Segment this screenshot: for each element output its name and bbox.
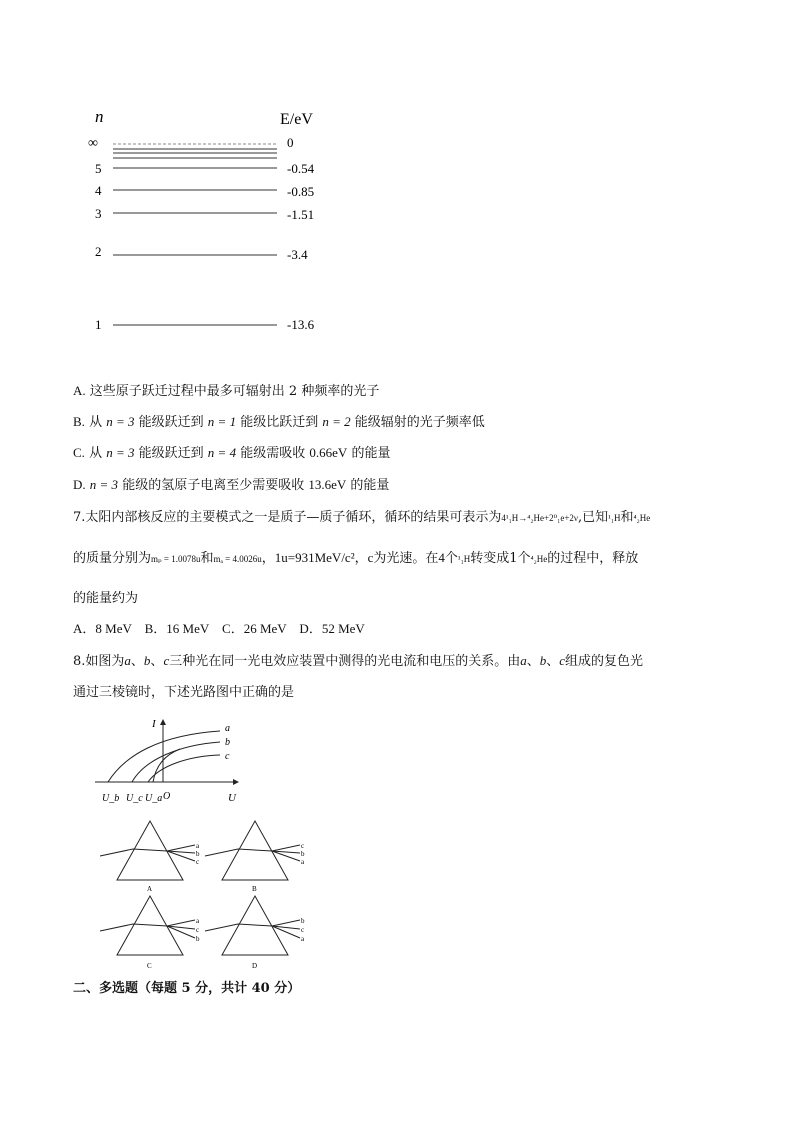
prism-c-ray-label: c xyxy=(196,926,200,934)
q7-text: 的过程中，释放 xyxy=(547,551,639,566)
prism-b-ray-label: b xyxy=(301,850,305,858)
q8-light-a: a xyxy=(124,653,131,668)
option-c-math: n = 3 xyxy=(106,445,135,460)
prism-c-ray-label: b xyxy=(196,935,200,943)
prism-c-ray xyxy=(100,920,195,931)
option-d-math: n = 3 xyxy=(89,477,119,492)
q7-text: ，1u=931MeV/c²，c为光速。在4个 xyxy=(261,550,458,565)
prism-a-label: A xyxy=(147,885,153,893)
section-heading-multiple-choice: 二、多选题（每题 5 分，共计 40 分） xyxy=(73,981,301,996)
q8-light-a: a xyxy=(520,653,527,668)
q8-sep: 、 xyxy=(130,654,144,669)
origin-label: O xyxy=(163,791,171,802)
prism-a-ray-label: b xyxy=(196,850,200,858)
q8-text: 组成的复色光 xyxy=(565,654,644,669)
level-e-3: -1.51 xyxy=(287,207,315,222)
prism-c-label: C xyxy=(147,962,152,970)
curve-a-label: a xyxy=(225,723,230,734)
helium-symbol: ⁴₂He xyxy=(530,554,548,564)
option-b-text: 能级比跃迁到 xyxy=(240,415,319,430)
option-a-label: A. xyxy=(73,383,86,398)
level-e-inf: 0 xyxy=(287,135,294,150)
option-c-text: 能级跃迁到 xyxy=(138,446,204,461)
q8-light-b: b xyxy=(143,653,151,668)
level-n-1: 1 xyxy=(95,317,102,332)
prism-a-ray-label: a xyxy=(196,842,200,850)
q7-text: ,已知 xyxy=(577,510,609,525)
q8-sep: 、 xyxy=(546,654,560,669)
q8-sep: 、 xyxy=(526,654,540,669)
prism-c xyxy=(95,893,207,971)
e-axis-label: E/eV xyxy=(280,111,313,128)
q7-line-1 xyxy=(73,509,650,527)
q7-line-3: 的能量约为 xyxy=(73,591,139,606)
hydrogen-symbol: ¹₁H xyxy=(608,513,621,523)
level-n-2: 2 xyxy=(95,244,102,259)
q8-text: 三种光在同一光电效应装置中测得的光电流和电压的关系。由 xyxy=(169,654,521,669)
prism-d-ray-label: c xyxy=(301,926,305,934)
hydrogen-symbol: ¹₁H xyxy=(457,554,471,564)
option-a xyxy=(73,382,379,401)
q8-light-c: c xyxy=(559,653,566,668)
alpha-mass: mₐ = 4.0026u xyxy=(213,554,262,564)
level-e-2: -3.4 xyxy=(287,247,308,262)
i-axis-label: I xyxy=(152,718,156,730)
option-b-text: 能级跃迁到 xyxy=(138,415,204,430)
option-b xyxy=(73,413,485,432)
prism-a-ray-label: c xyxy=(196,858,200,866)
curve-b xyxy=(132,742,220,782)
level-e-1: -13.6 xyxy=(287,317,315,332)
level-e-5: -0.54 xyxy=(287,161,315,176)
option-b-math: n = 3 xyxy=(106,414,135,429)
curve-c-label: c xyxy=(225,751,230,762)
q7-text: 和 xyxy=(620,510,634,525)
q8-line-2: 通过三棱镜时，下述光路图中正确的是 xyxy=(73,685,295,700)
tick-ub: U_b xyxy=(102,793,120,804)
option-b-math: n = 1 xyxy=(207,414,237,429)
prism-d-label: D xyxy=(252,962,258,970)
prism-b xyxy=(200,818,312,893)
tick-ua: U_a xyxy=(145,793,163,804)
level-e-4: -0.85 xyxy=(287,184,315,199)
n-axis-label: n xyxy=(95,107,104,126)
level-n-3: 3 xyxy=(95,206,102,221)
option-d-label: D. xyxy=(73,477,86,492)
option-b-label: B. xyxy=(73,414,85,429)
q7-text: 7.太阳内部核反应的主要模式之一是质子—质子循环，循环的结果可表示为 xyxy=(73,510,502,525)
option-c-math: 0.66eV xyxy=(309,445,348,460)
option-d-text: 能级的氢原子电离至少需要吸收 xyxy=(122,478,305,493)
level-n-4: 4 xyxy=(95,183,102,198)
tick-uc: U_c xyxy=(126,793,143,804)
option-b-math: n = 2 xyxy=(322,414,351,429)
prism-c-ray-label: a xyxy=(196,917,200,925)
q7-line-2 xyxy=(73,549,638,568)
q7-choices: A．8 MeV B．16 MeV C．26 MeV D．52 MeV xyxy=(73,621,365,636)
prism-d-ray xyxy=(205,920,300,931)
q8-light-b: b xyxy=(539,653,547,668)
prism-b-ray-label: a xyxy=(301,858,305,866)
option-c xyxy=(73,444,390,463)
curve-c xyxy=(148,755,220,782)
option-c-math: n = 4 xyxy=(207,445,237,460)
level-n-inf: ∞ xyxy=(88,136,98,151)
q8-text: 8.如图为 xyxy=(73,654,125,669)
option-c-text: 从 xyxy=(89,446,103,461)
prism-d xyxy=(200,893,312,971)
option-b-text: 能级辐射的光子频率低 xyxy=(354,415,485,430)
q8-line-1 xyxy=(73,652,643,671)
q7-text: 的质量分别为 xyxy=(73,551,152,566)
u-axis-label: U xyxy=(228,792,236,804)
prism-d-ray-label: a xyxy=(301,935,305,943)
prism-a xyxy=(95,818,207,893)
option-d xyxy=(73,476,389,495)
q8-light-c: c xyxy=(163,653,170,668)
prism-b-label: B xyxy=(252,885,257,893)
prism-b-ray xyxy=(205,845,300,856)
option-c-text: 的能量 xyxy=(351,446,391,461)
prism-b-ray-label: c xyxy=(301,842,305,850)
curve-b-label: b xyxy=(225,737,230,748)
helium-symbol: ⁴₂He xyxy=(633,513,651,523)
option-c-text: 能级需吸收 xyxy=(240,446,306,461)
option-c-label: C. xyxy=(73,445,85,460)
energy-level-diagram xyxy=(80,100,360,345)
level-n-5: 5 xyxy=(95,161,102,176)
q7-text: 和 xyxy=(200,551,214,566)
option-b-text: 从 xyxy=(89,415,103,430)
proton-mass: mₚ = 1.0078u xyxy=(151,554,201,564)
prism-a-ray xyxy=(100,845,195,856)
iv-graph xyxy=(90,715,250,810)
q8-sep: 、 xyxy=(150,654,164,669)
prism-d-ray-label: b xyxy=(301,917,305,925)
q7-equation: 4¹₁H→⁴₂He+2⁰₁e+2ν xyxy=(501,513,578,523)
q7-text: 转变成1个 xyxy=(470,551,531,566)
option-d-math: 13.6eV xyxy=(308,477,347,492)
option-d-text: 的能量 xyxy=(350,478,390,493)
option-a-text: 这些原子跃迁过程中最多可辐射出 2 种频率的光子 xyxy=(89,384,380,399)
